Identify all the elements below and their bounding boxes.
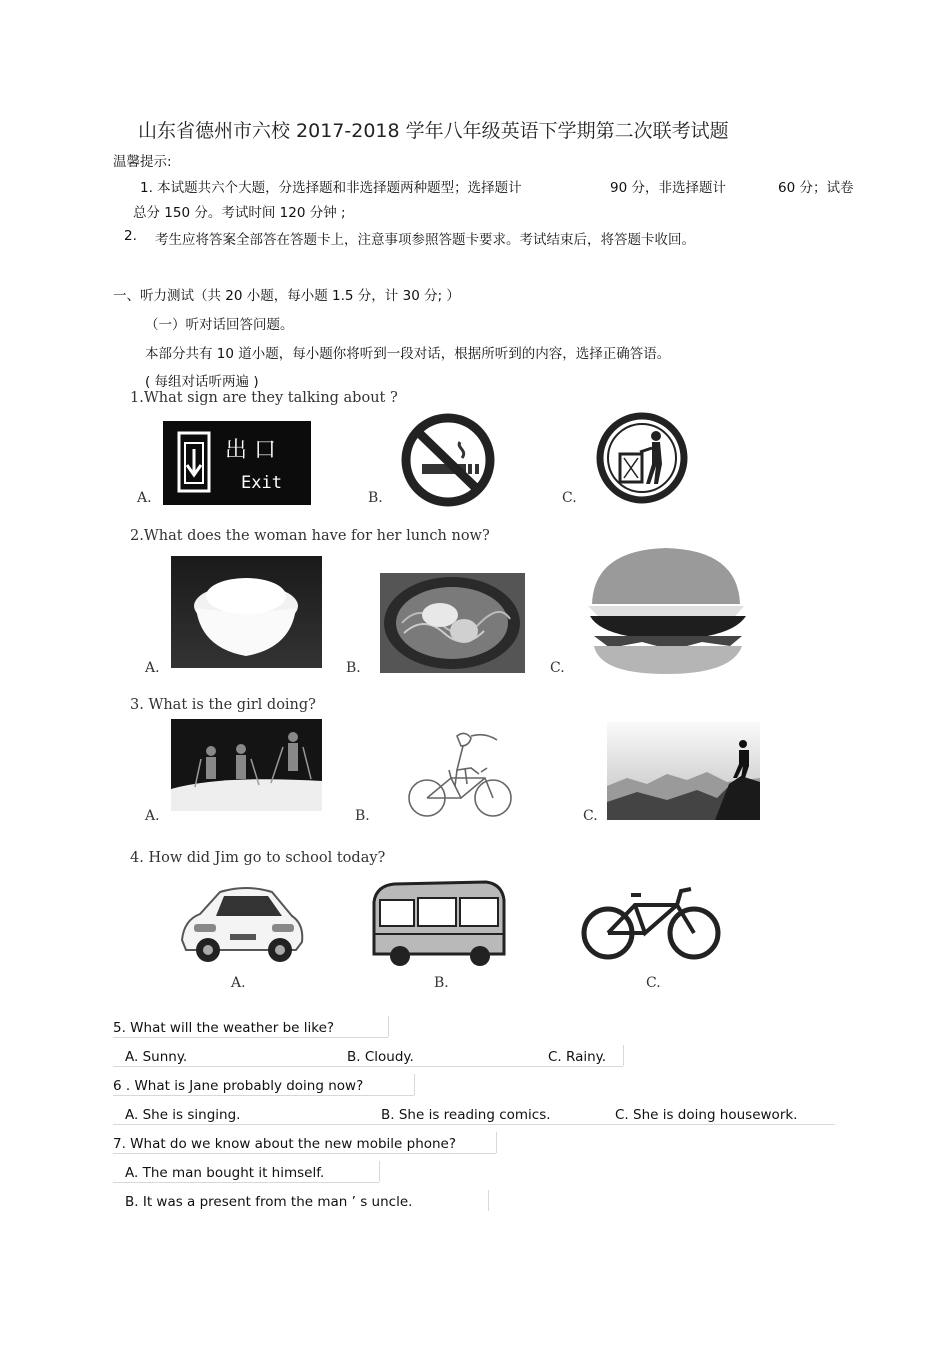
- notice-item1-c: 60 分；试卷: [778, 180, 854, 196]
- q1-option-a: A.: [137, 490, 152, 506]
- notice-item1-b: 90 分，非选择题计: [610, 180, 726, 196]
- hamburger-image: [582, 546, 752, 676]
- page-title: 山东省德州市六校 2017-2018 学年八年级英语下学期第二次联考试题: [138, 120, 729, 142]
- question-1: 1.What sign are they talking about ?: [130, 390, 398, 406]
- table-rule: [113, 1182, 379, 1183]
- q2-option-a: A.: [145, 660, 160, 676]
- question-4: 4. How did Jim go to school today?: [130, 850, 386, 866]
- question-7: 7. What do we know about the new mobile phone?: [113, 1136, 457, 1152]
- q6-option-a: A. She is singing.: [125, 1107, 241, 1123]
- cycling-girl-image: [405, 728, 515, 820]
- q4-option-c: C.: [646, 975, 661, 991]
- q3-option-a: A.: [145, 808, 160, 824]
- car-image: [176, 880, 308, 970]
- table-rule: [113, 1037, 388, 1038]
- question-6: 6 . What is Jane probably doing now?: [113, 1078, 364, 1094]
- q5-option-b: B. Cloudy.: [347, 1049, 414, 1065]
- q5-option-c: C. Rainy.: [548, 1049, 607, 1065]
- exit-sign-chinese: 出 口: [225, 438, 276, 463]
- notice-item1-a: 1. 本试题共六个大题，分选择题和非选择题两种题型；选择题计: [140, 180, 522, 196]
- section-instruction: 本部分共有 10 道小题，每小题你将听到一段对话，根据所听到的内容，选择正确答语。: [145, 346, 671, 362]
- table-rule: [414, 1074, 415, 1095]
- q6-option-c: C. She is doing housework.: [615, 1107, 798, 1123]
- skiing-image: [171, 719, 322, 811]
- table-rule: [488, 1190, 489, 1211]
- q4-option-a: A.: [231, 975, 246, 991]
- noodles-image: [380, 573, 525, 673]
- notice-item1-line2: 总分 150 分。考试时间 120 分钟 ;: [133, 205, 346, 221]
- table-rule: [496, 1132, 497, 1153]
- notice-item2-number: 2.: [124, 228, 137, 244]
- hiking-mountain-image: [607, 722, 760, 820]
- question-5: 5. What will the weather be like?: [113, 1020, 335, 1036]
- table-rule: [623, 1045, 624, 1066]
- notice-item2: 考生应将答案全部答在答题卡上，注意事项参照答题卡要求。考试结束后，将答题卡收回。: [155, 232, 695, 248]
- table-rule: [113, 1153, 496, 1154]
- table-rule: [113, 1066, 623, 1067]
- bicycle-image: [581, 883, 721, 963]
- table-rule: [388, 1016, 389, 1037]
- section-note: ( 每组对话听两遍 ): [145, 374, 259, 390]
- question-2: 2.What does the woman have for her lunch now?: [130, 528, 490, 544]
- q6-option-b: B. She is reading comics.: [381, 1107, 551, 1123]
- q1-option-b: B.: [368, 490, 383, 506]
- q3-option-b: B.: [355, 808, 370, 824]
- q2-option-b: B.: [346, 660, 361, 676]
- table-rule: [113, 1095, 414, 1096]
- q5-option-a: A. Sunny.: [125, 1049, 188, 1065]
- table-rule: [113, 1124, 835, 1125]
- no-smoking-icon: [398, 412, 498, 508]
- litter-bin-icon: [594, 410, 690, 506]
- table-rule: [379, 1161, 380, 1182]
- exit-sign-english: Exit: [241, 473, 282, 493]
- q2-option-c: C.: [550, 660, 565, 676]
- q7-option-b: B. It was a present from the man ’ s uncle.: [125, 1194, 413, 1210]
- rice-bowl-image: [171, 556, 322, 668]
- q1-option-c: C.: [562, 490, 577, 506]
- q3-option-c: C.: [583, 808, 598, 824]
- section-heading: 一、听力测试（共 20 小题，每小题 1.5 分，计 30 分; ）: [113, 288, 460, 304]
- question-3: 3. What is the girl doing?: [130, 697, 316, 713]
- part-heading: （一）听对话回答问题。: [145, 317, 294, 333]
- bus-image: [370, 876, 508, 968]
- exit-sign-image: [163, 421, 311, 505]
- q7-option-a: A. The man bought it himself.: [125, 1165, 325, 1181]
- notice-heading: 温馨提示:: [113, 154, 172, 170]
- q4-option-b: B.: [434, 975, 449, 991]
